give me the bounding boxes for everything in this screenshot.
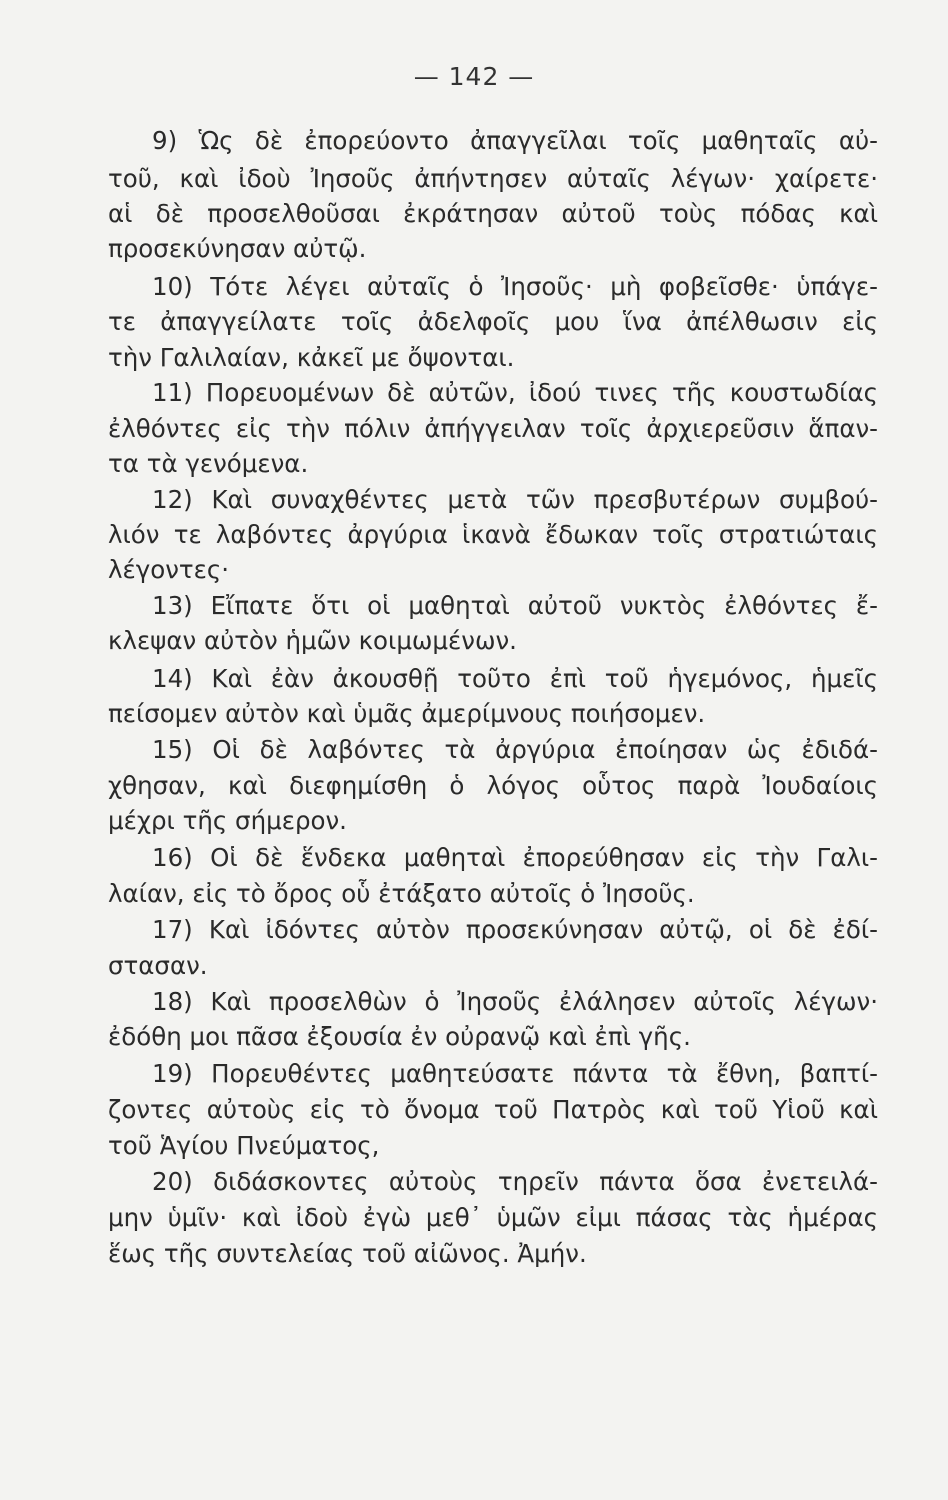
text-line: λιόν τε λαβόντες ἀργύρια ἱκανὰ ἔδωκαν τοῖς στρατιώταις: [108, 520, 878, 549]
text-line: 9) Ὡς δὲ ἐπορεύοντο ἀπαγγεῖλαι τοῖς μαθηταῖς αὐ-: [152, 126, 878, 155]
text-line: τοῦ, καὶ ἰδοὺ Ἰησοῦς ἀπήντησεν αὐταῖς λέγων· χαίρετε·: [108, 164, 878, 193]
text-line: 15) Οἱ δὲ λαβόντες τὰ ἀργύρια ἐποίησαν ὡς ἐδιδά-: [152, 735, 878, 764]
text-line: 10) Τότε λέγει αὐταῖς ὁ Ἰησοῦς· μὴ φοβεῖσθε· ὑπάγε-: [152, 272, 878, 301]
text-line: 12) Καὶ συναχθέντες μετὰ τῶν πρεσβυτέρων συμβού-: [152, 485, 878, 514]
text-line: αἱ δὲ προσελθοῦσαι ἐκράτησαν αὐτοῦ τοὺς πόδας καὶ: [108, 199, 878, 228]
text-line: 14) Καὶ ἐὰν ἀκουσθῇ τοῦτο ἐπὶ τοῦ ἡγεμόνος, ἡμεῖς: [152, 664, 878, 693]
text-line: τοῦ Ἁγίου Πνεύματος,: [108, 1131, 380, 1160]
text-line: 18) Καὶ προσελθὼν ὁ Ἰησοῦς ἐλάλησεν αὐτοῖς λέγων·: [152, 987, 878, 1016]
text-line: τα τὰ γενόμενα.: [108, 449, 309, 478]
text-line: κλεψαν αὐτὸν ἡμῶν κοιμωμένων.: [108, 626, 517, 655]
text-line: ζοντες αὐτοὺς εἰς τὸ ὄνομα τοῦ Πατρὸς καὶ τοῦ Υἱοῦ καὶ: [108, 1095, 878, 1124]
page-number: — 142 —: [413, 62, 535, 91]
text-line: λαίαν, εἰς τὸ ὄρος οὗ ἐτάξατο αὐτοῖς ὁ Ἰησοῦς.: [108, 879, 695, 908]
text-line: λέγοντες·: [108, 555, 230, 584]
text-line: προσεκύνησαν αὐτῷ.: [108, 234, 367, 263]
text-line: ἕως τῆς συντελείας τοῦ αἰῶνος. Ἀμήν.: [108, 1239, 587, 1268]
text-line: τε ἀπαγγείλατε τοῖς ἀδελφοῖς μου ἵνα ἀπέλθωσιν εἰς: [108, 307, 878, 336]
text-line: 17) Καὶ ἰδόντες αὐτὸν προσεκύνησαν αὐτῷ, οἱ δὲ ἐδί-: [152, 915, 878, 944]
text-line: ἐδόθη μοι πᾶσα ἐξουσία ἐν οὐρανῷ καὶ ἐπὶ γῆς.: [108, 1022, 691, 1051]
text-line: ἐλθόντες εἰς τὴν πόλιν ἀπήγγειλαν τοῖς ἀρχιερεῦσιν ἅπαν-: [108, 414, 878, 443]
text-line: χθησαν, καὶ διεφημίσθη ὁ λόγος οὗτος παρὰ Ἰουδαίοις: [108, 771, 878, 800]
text-line: μην ὑμῖν· καὶ ἰδοὺ ἐγὼ μεθ᾽ ὑμῶν εἰμι πάσας τὰς ἡμέρας: [108, 1203, 878, 1232]
text-line: 20) διδάσκοντες αὐτοὺς τηρεῖν πάντα ὅσα ἐνετειλά-: [152, 1167, 878, 1196]
text-line: 13) Εἴπατε ὅτι οἱ μαθηταὶ αὐτοῦ νυκτὸς ἐλθόντες ἔ-: [152, 591, 878, 620]
text-line: στασαν.: [108, 951, 208, 980]
text-line: 16) Οἱ δὲ ἕνδεκα μαθηταὶ ἐπορεύθησαν εἰς τὴν Γαλι-: [152, 843, 878, 872]
text-line: τὴν Γαλιλαίαν, κἀκεῖ με ὄψονται.: [108, 343, 515, 372]
text-line: 11) Πορευομένων δὲ αὐτῶν, ἰδού τινες τῆς κουστωδίας: [152, 378, 878, 407]
text-line: 19) Πορευθέντες μαθητεύσατε πάντα τὰ ἔθνη, βαπτί-: [152, 1059, 878, 1088]
text-line: πείσομεν αὐτὸν καὶ ὑμᾶς ἀμερίμνους ποιήσομεν.: [108, 699, 706, 728]
text-line: μέχρι τῆς σήμερον.: [108, 806, 347, 835]
